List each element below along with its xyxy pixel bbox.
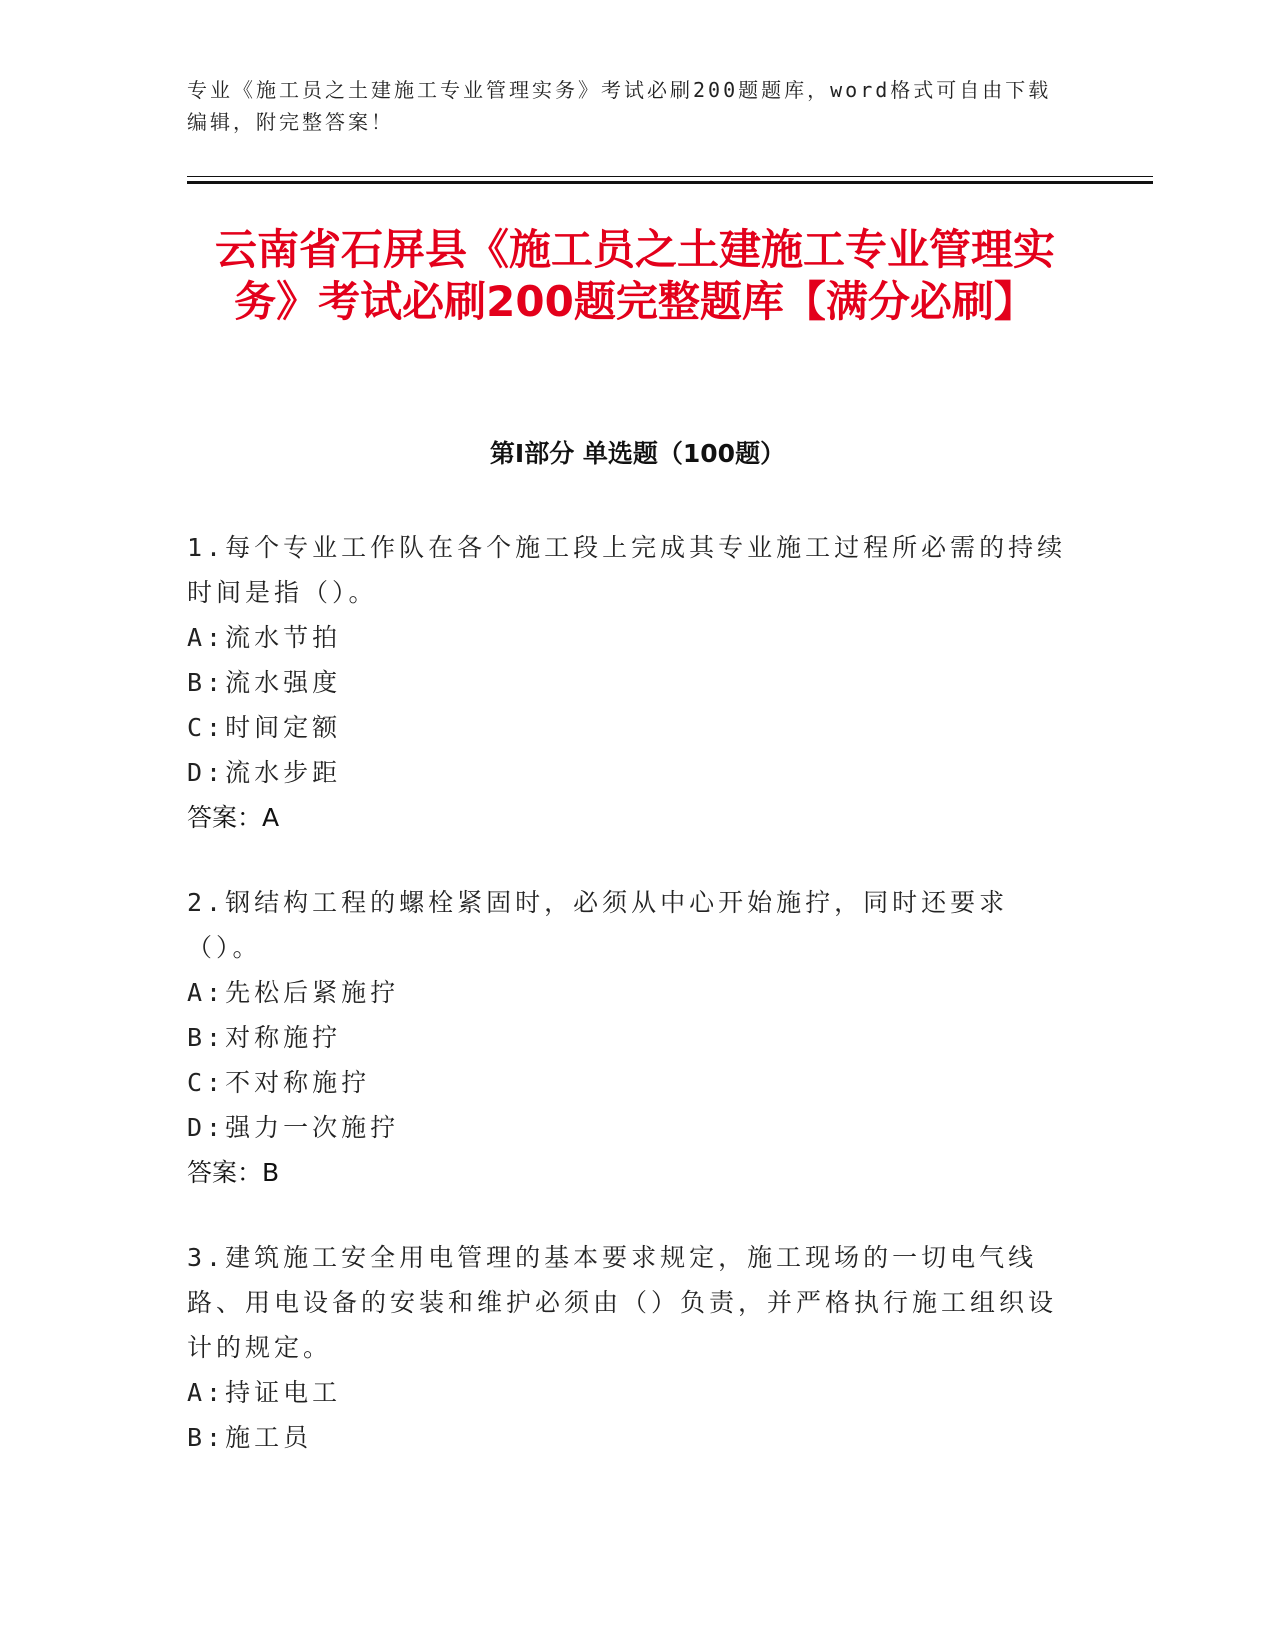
section-title: 第I部分 单选题（100题） bbox=[489, 439, 786, 468]
option-b: B:施工员 bbox=[187, 1423, 313, 1452]
question-text: 2.钢结构工程的螺栓紧固时，必须从中心开始施拧，同时还要求（）。 bbox=[187, 888, 1009, 962]
answer-text: 答案：A bbox=[187, 803, 280, 832]
option-b: B:对称施拧 bbox=[187, 1023, 342, 1052]
question-item bbox=[187, 1235, 1067, 1460]
header-divider-thick bbox=[187, 181, 1153, 184]
option-c: C:时间定额 bbox=[187, 713, 342, 742]
question-item bbox=[187, 525, 1067, 840]
option-c: C:不对称施拧 bbox=[187, 1068, 371, 1097]
header-note: 专业《施工员之土建施工专业管理实务》考试必刷200题题库，word格式可自由下载编辑，附完整答案！ bbox=[187, 78, 1052, 134]
question-text: 3.建筑施工安全用电管理的基本要求规定，施工现场的一切电气线路、用电设备的安装和维护必须由（）负责，并严格执行施工组织设计的规定。 bbox=[187, 1243, 1058, 1362]
answer-text: 答案：B bbox=[187, 1158, 280, 1187]
document-title: 云南省石屏县《施工员之土建施工专业管理实务》考试必刷200题完整题库【满分必刷】 bbox=[214, 225, 1055, 326]
option-b: B:流水强度 bbox=[187, 668, 342, 697]
question-list bbox=[187, 525, 1067, 1500]
option-d: D:强力一次施拧 bbox=[187, 1113, 400, 1142]
option-d: D:流水步距 bbox=[187, 758, 342, 787]
option-a: A:持证电工 bbox=[187, 1378, 342, 1407]
question-item bbox=[187, 880, 1067, 1195]
question-text: 1.每个专业工作队在各个施工段上完成其专业施工过程所必需的持续时间是指（）。 bbox=[187, 533, 1067, 607]
option-a: A:先松后紧施拧 bbox=[187, 978, 400, 1007]
header-divider-thin bbox=[187, 176, 1153, 177]
option-a: A:流水节拍 bbox=[187, 623, 342, 652]
